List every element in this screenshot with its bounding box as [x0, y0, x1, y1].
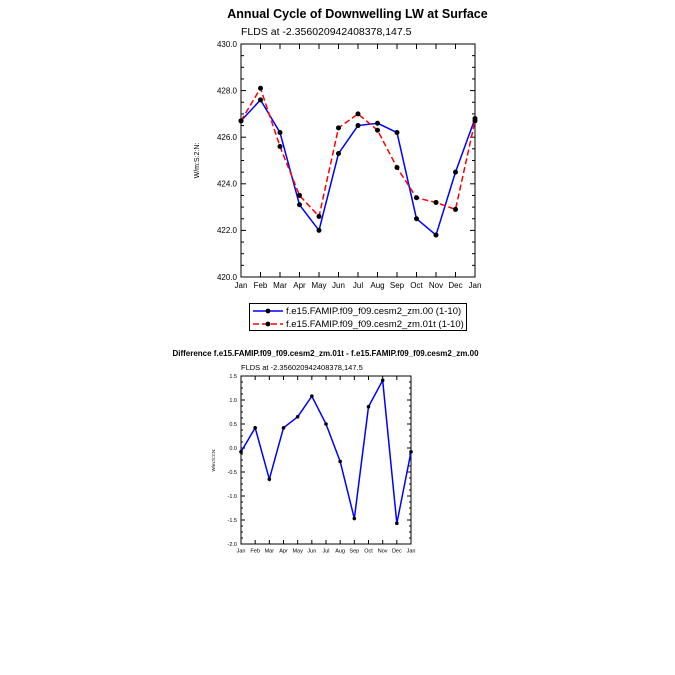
x-tick-label: Aug	[335, 548, 346, 555]
y-tick-label: -1.5	[227, 517, 237, 524]
x-tick-label: Jul	[322, 548, 330, 555]
series-1-point	[278, 130, 283, 135]
chart2-title: Difference f.e15.FAMIP.f09_f09.cesm2_zm.01t - f.e15.FAMIP.f09_f09.cesm2_zm.00	[172, 349, 479, 358]
series-1-point	[239, 450, 243, 454]
series-2-point	[258, 86, 263, 91]
y-tick-label: 1.0	[229, 397, 237, 404]
chart1-subtitle: FLDS at -2.356020942408378,147.5	[241, 26, 412, 38]
series-2-point	[336, 125, 341, 130]
y-tick-label: 0.0	[229, 445, 237, 452]
y-tick-label: -2.0	[227, 541, 237, 548]
chart1-legend	[249, 303, 467, 331]
y-axis-label: W/m:S:2:N:	[211, 448, 216, 472]
x-tick-label: Jan	[468, 281, 482, 290]
difference-chart	[0, 360, 675, 660]
chart1-title: Annual Cycle of Downwelling LW at Surface	[227, 7, 488, 21]
series-1-point	[381, 379, 385, 383]
chart2-subtitle: FLDS at -2.356020942408378,147.5	[241, 363, 363, 372]
series-1-point	[296, 415, 300, 419]
series-1-point	[268, 477, 272, 481]
x-tick-label: Jun	[307, 548, 317, 555]
x-tick-label: Jan	[234, 281, 248, 290]
series-1-point	[282, 426, 286, 430]
y-axis-label: W/m:S:2:N:	[194, 142, 201, 179]
series-1-point	[414, 216, 419, 221]
series-1-point	[297, 202, 302, 207]
series-2-point	[414, 195, 419, 200]
y-tick-label: 1.5	[229, 373, 237, 380]
series-1-point	[353, 517, 357, 521]
series-2-point	[453, 207, 458, 212]
x-tick-label: Mar	[264, 548, 275, 555]
x-tick-label: Feb	[253, 281, 268, 290]
plot-frame	[241, 376, 411, 544]
series-line-1	[241, 380, 411, 523]
series-2-point	[317, 214, 322, 219]
y-tick-label: -0.5	[227, 469, 237, 476]
y-tick-label: 422.0	[216, 226, 237, 236]
legend-swatch-series-1	[252, 306, 284, 316]
series-2-point	[375, 128, 380, 133]
x-tick-label: May	[311, 281, 327, 290]
x-tick-label: Dec	[448, 281, 463, 290]
series-1-point	[253, 426, 257, 430]
x-tick-label: Feb	[250, 548, 260, 555]
legend-swatch-series-2	[252, 319, 284, 329]
x-tick-label: Apr	[293, 281, 306, 290]
series-1-point	[395, 130, 400, 135]
x-tick-label: Nov	[428, 281, 444, 290]
series-2-point	[434, 200, 439, 205]
y-tick-label: -1.0	[227, 493, 237, 500]
legend-label-series-2: f.e15.FAMIP.f09_f09.cesm2_zm.01t (1-10)	[286, 318, 464, 330]
series-2-point	[278, 144, 283, 149]
series-1-point	[356, 123, 361, 128]
x-tick-label: Sep	[349, 548, 360, 555]
series-1-point	[434, 233, 439, 238]
series-1-point	[336, 151, 341, 156]
x-tick-label: Mar	[273, 281, 287, 290]
x-tick-label: Nov	[377, 548, 388, 555]
series-1-point	[375, 121, 380, 126]
x-tick-label: Oct	[364, 548, 373, 555]
y-tick-label: 428.0	[216, 86, 237, 96]
x-tick-label: May	[292, 548, 303, 555]
y-tick-label: 424.0	[216, 179, 237, 189]
y-tick-label: 420.0	[216, 272, 237, 282]
series-1-point	[338, 460, 342, 464]
y-tick-label: 0.5	[229, 421, 237, 428]
series-1-point	[310, 394, 314, 398]
y-tick-label: 430.0	[216, 39, 237, 49]
x-tick-label: Jan	[236, 548, 246, 555]
series-2-point	[473, 118, 478, 123]
y-tick-label: 426.0	[216, 133, 237, 142]
series-line-1	[241, 100, 475, 235]
x-tick-label: Jan	[406, 548, 416, 555]
x-tick-label: Oct	[410, 281, 423, 290]
x-tick-label: Jun	[332, 281, 345, 290]
series-1-point	[367, 405, 371, 409]
plot-frame	[241, 44, 475, 277]
series-1-point	[324, 422, 328, 426]
series-1-point	[395, 522, 399, 526]
legend-item-series-2	[252, 318, 464, 330]
series-1-point	[453, 170, 458, 175]
x-tick-label: Jul	[352, 281, 364, 290]
series-2-point	[297, 193, 302, 198]
series-line-2	[241, 88, 475, 216]
series-1-point	[317, 228, 322, 233]
legend-label-series-1: f.e15.FAMIP.f09_f09.cesm2_zm.00 (1-10)	[286, 305, 462, 317]
x-tick-label: Apr	[279, 548, 288, 555]
x-tick-label: Aug	[370, 281, 385, 290]
series-2-point	[239, 118, 244, 123]
x-tick-label: Dec	[391, 548, 402, 555]
x-tick-label: Sep	[389, 281, 405, 290]
series-1-point	[258, 97, 263, 102]
series-2-point	[395, 165, 400, 170]
series-1-point	[409, 450, 413, 454]
legend-item-series-1	[252, 305, 461, 317]
series-2-point	[356, 111, 361, 116]
